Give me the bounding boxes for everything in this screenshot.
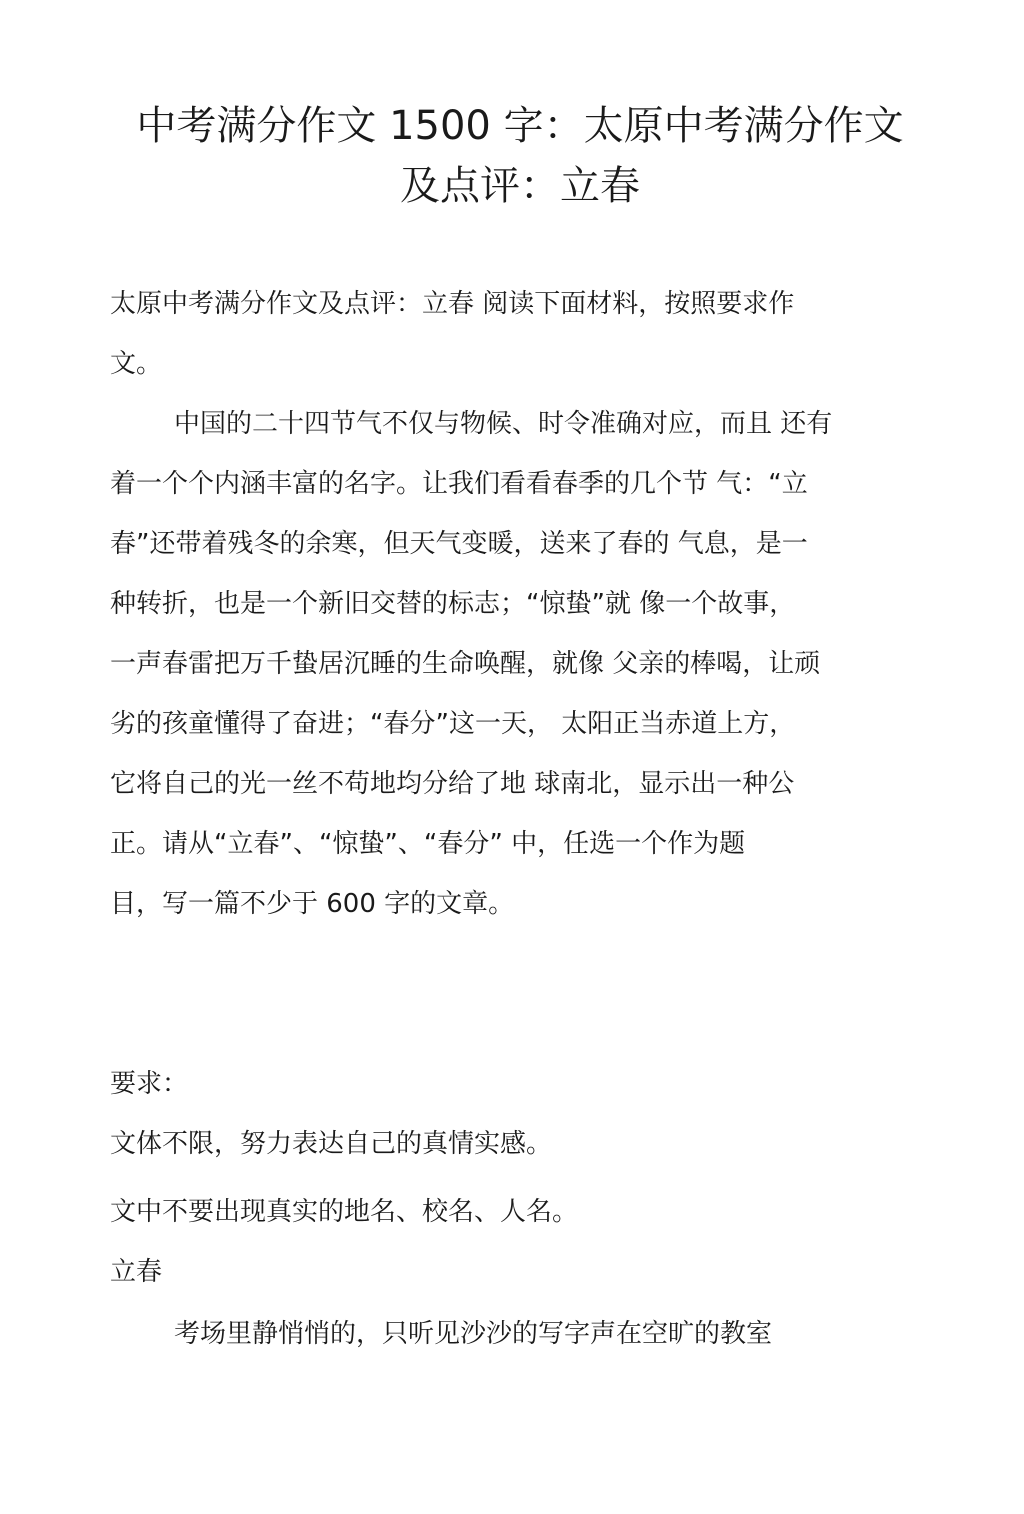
material-line: 种转折，也是一个新旧交替的标志；“惊蛰”就 像一个故事， [110,589,796,619]
material-line: 正。请从“立春”、“惊蛰”、“春分” 中，任选一个作为题 [110,829,746,859]
document-title-line-1: 中考满分作文 1500 字：太原中考满分作文 [136,103,904,149]
intro-line: 文。 [110,349,163,379]
requirements-heading: 要求： [110,1069,189,1099]
requirement-item: 文中不要出现真实的地名、校名、人名。 [110,1197,579,1227]
material-line: 春”还带着残冬的余寒，但天气变暖，送来了春的 气息，是一 [110,529,808,559]
material-line: 中国的二十四节气不仅与物候、时令准确对应，而且 还有 [174,409,833,439]
material-line: 它将自己的光一丝不苟地均分给了地 球南北，显示出一种公 [110,769,795,799]
intro-line: 太原中考满分作文及点评：立春 阅读下面材料，按照要求作 [110,289,795,319]
material-line: 一声春雷把万千蛰居沉睡的生命唤醒，就像 父亲的棒喝，让顽 [110,649,821,679]
material-line: 着一个个内涵丰富的名字。让我们看看春季的几个节 气：“立 [110,469,808,499]
material-line: 目，写一篇不少于 600 字的文章。 [110,889,515,919]
requirement-item: 文体不限，努力表达自己的真情实感。 [110,1129,553,1159]
material-line: 劣的孩童懂得了奋进；“春分”这一天， 太阳正当赤道上方， [110,709,796,739]
document-title-line-2: 及点评：立春 [400,163,640,209]
essay-first-line: 考场里静悄悄的，只听见沙沙的写字声在空旷的教室 [174,1319,773,1349]
essay-title: 立春 [110,1257,163,1287]
